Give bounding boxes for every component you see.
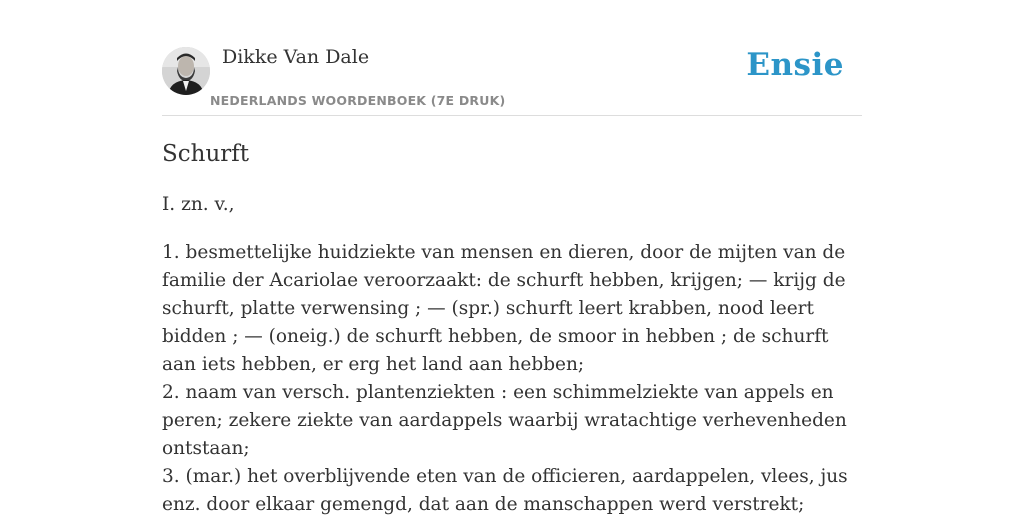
- definition-item: 1. besmettelijke huidziekte van mensen en dieren, door de mijten van de familie der Acariolae veroorzaakt: de schurft hebben, krijgen; — krijg de schurft, platte verwensing ; — (spr.) schurft leert krabben, nood leert bidden ; — (oneig.) de schurft hebben, de smoor in hebben ; de schurft aan iets hebben, er erg het land aan hebben;: [162, 242, 846, 375]
- author-avatar[interactable]: [162, 47, 210, 95]
- source-title-link[interactable]: Dikke Van Dale: [222, 46, 370, 68]
- definitions-list: [162, 239, 862, 519]
- entry-term: Schurft: [162, 141, 250, 167]
- part-of-speech: I. zn. v.,: [162, 194, 235, 215]
- entry-page: [162, 0, 862, 515]
- source-subtitle: NEDERLANDS WOORDENBOEK (7E DRUK): [210, 93, 506, 108]
- definition-item: 3. (mar.) het overblijvende eten van de officieren, aardappelen, vlees, jus enz. door elkaar gemengd, dat aan de manschappen werd verstrekt;: [162, 466, 848, 515]
- source-header: [162, 0, 862, 116]
- ensie-logo[interactable]: Ensie: [746, 47, 844, 83]
- portrait-icon: [162, 47, 210, 95]
- definition-item: 2. naam van versch. plantenziekten : een schimmelziekte van appels en peren; zekere ziekte van aardappels waarbij wratachtige verhevenheden ontstaan;: [162, 382, 847, 459]
